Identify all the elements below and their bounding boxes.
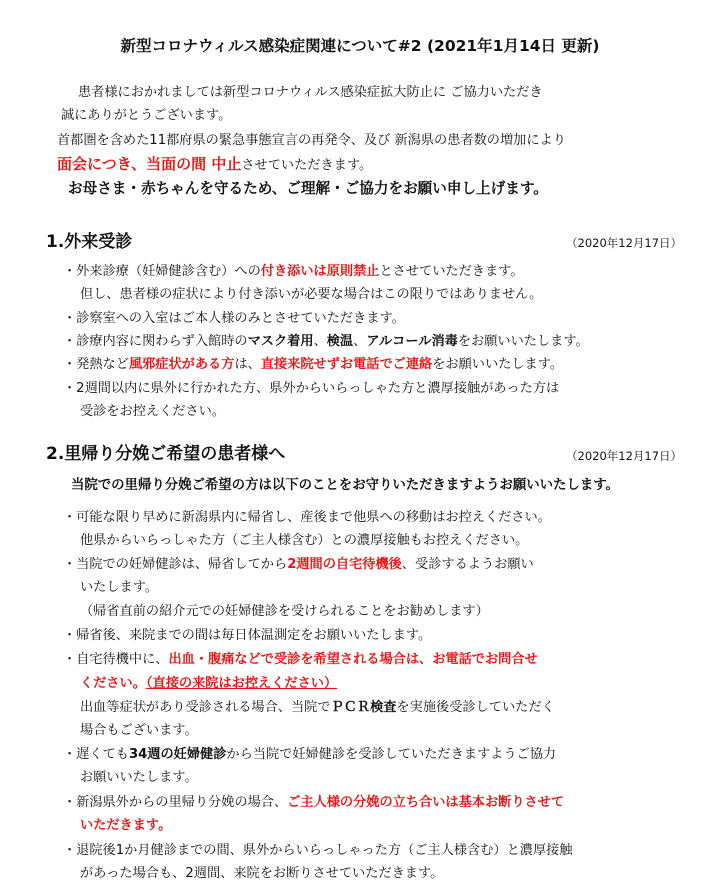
s1-b3-post: をお願いいたします。	[457, 334, 589, 349]
s1-b4-red1: 風邪症状がある方	[128, 357, 235, 372]
intro-request: お母さま・赤ちゃんを守るため、ご理解・ご協力をお願い申し上げます。	[68, 180, 548, 197]
section-2-lead: 当院での里帰り分娩ご希望の方は以下のことをお守りいただきますようお願いいたします。	[71, 478, 619, 493]
s1-b1-post: とさせていただきます。	[379, 264, 524, 279]
intro-line-4-rest: させていただきます。	[241, 158, 373, 173]
s1-b3-temp: 検温	[326, 334, 354, 349]
s2-bullet-3: ・帰省後、来院までの間は毎日体温測定をお願いいたします。	[63, 628, 432, 643]
s2-b4-pre: ・自宅待機中に、	[63, 652, 169, 667]
intro-line-4	[57, 155, 372, 175]
s2-b4-pcr-bold: ＰＣＲ検査	[330, 700, 397, 715]
s1-b4-pre: ・発熱など	[63, 357, 129, 372]
s1-bullet-3	[63, 333, 589, 351]
s1-b1-pre: ・外来診療（妊婦健診含む）への	[63, 264, 261, 279]
s1-bullet-1	[63, 263, 524, 281]
s2-bullet-2	[63, 556, 534, 574]
s2-b2-red: 2週間の自宅待機後	[287, 557, 402, 572]
s2-b6-red2: いただきます。	[80, 818, 172, 833]
section-2-date: （2020年12月17日）	[566, 449, 683, 463]
s2-b4-pcr-pre: 出血等症状があり受診される場合、当院で	[80, 700, 331, 715]
s1-b4-red2: 直接来院せずお電話でご連絡	[260, 357, 433, 372]
s2-b2-pre: ・当院での妊婦健診は、帰省してから	[63, 557, 288, 572]
s1-b3-mask: マスク着用	[247, 334, 314, 349]
s2-bullet-4	[63, 651, 538, 669]
s2-b4-red1: 出血・腹痛などで受診を希望される場合は、お電話でお問合せ	[168, 652, 538, 667]
s2-b4-no-direct-visit: （直接の来院はお控えください）	[145, 676, 338, 691]
page-title: 新型コロナウィルス感染症関連について#2 (2021年1月14日 更新)	[120, 37, 600, 55]
s1-bullet-5-cont: 受診をお控えください。	[80, 404, 226, 419]
s2-bullet-4-cont	[80, 675, 337, 693]
s2-bullet-4-end: 場合もございます。	[80, 723, 198, 738]
s2-b5-post: から当院で妊婦健診を受診していただきますようご協力	[226, 747, 557, 762]
s1-b4-mid: は、	[234, 357, 261, 372]
s2-b5-bold: 34週の妊婦健診	[128, 747, 227, 762]
s2-b4-pcr-post: を実施後受診していただく	[396, 700, 555, 715]
s2-bullet-6	[63, 794, 564, 812]
section-2-heading: 2.里帰り分娩ご希望の患者様へ	[46, 444, 286, 464]
s1-b1-red: 付き添いは原則禁止	[260, 264, 380, 279]
s2-b2-post: 、受診するようお願い	[401, 557, 534, 572]
s2-bullet-5-cont: お願いいたします。	[80, 770, 198, 785]
s2-bullet-6-cont	[80, 817, 171, 835]
s2-bullet-2-cont: いたします。	[80, 580, 159, 595]
intro-line-2: 誠にありがとうございます。	[61, 108, 232, 123]
s1-b3-sep1: 、	[313, 334, 327, 349]
s2-bullet-5	[63, 746, 556, 764]
s2-b5-pre: ・遅くても	[63, 747, 129, 762]
s1-bullet-5: ・2週間以内に県外に行かれた方、県外からいらっしゃた方と濃厚接触があった方は	[63, 381, 560, 396]
s2-bullet-7-cont: があった場合も、2週間、来院をお断りさせていただきます。	[80, 866, 444, 881]
s1-bullet-2: ・診察室への入室はご本人様のみとさせていただきます。	[63, 311, 405, 326]
s1-bullet-4	[63, 356, 563, 374]
section-1-heading: 1.外来受診	[46, 232, 133, 252]
intro-line-3: 首都圏を含めた11都府県の緊急事態宣言の再発令、及び 新潟県の患者数の増加により	[57, 133, 566, 148]
s2-bullet-1: ・可能な限り早めに新潟県内に帰省し、産後まで他県への移動はお控えください。	[63, 510, 551, 525]
s1-b4-post: をお願いいたします。	[432, 357, 564, 372]
s2-bullet-4-pcr	[80, 699, 555, 717]
visit-suspension-notice: 面会につき、当面の間 中止	[57, 155, 242, 173]
s2-bullet-7: ・退院後1か月健診までの間、県外からいらっしゃった方（ご主人様含む）と濃厚接触	[63, 843, 573, 858]
intro-line-1: 患者様におかれましては新型コロナウィルス感染症拡大防止に ご協力いただき	[78, 85, 543, 100]
s1-b3-sep2: 、	[353, 334, 367, 349]
section-1-date: （2020年12月17日）	[566, 236, 683, 250]
s1-b3-alcohol: アルコール消毒	[366, 334, 458, 349]
s2-bullet-2-note: （帰省直前の紹介元での妊婦健診を受けられることをお勧めします）	[80, 604, 489, 619]
s2-b6-pre: ・新潟県外からの里帰り分娩の場合、	[63, 795, 288, 810]
s1-b3-pre: ・診療内容に関わらず入館時の	[63, 334, 248, 349]
s2-b4-red2: ください。	[80, 676, 146, 691]
s1-bullet-1-cont: 但し、患者様の症状により付き添いが必要な場合はこの限りではありません。	[80, 287, 543, 302]
s2-b6-red1: ご主人様の分娩の立ち合いは基本お断りさせて	[287, 795, 565, 810]
s2-bullet-1-cont: 他県からいらっしゃた方（ご主人様含む）との濃厚接触もお控えください。	[80, 533, 529, 548]
